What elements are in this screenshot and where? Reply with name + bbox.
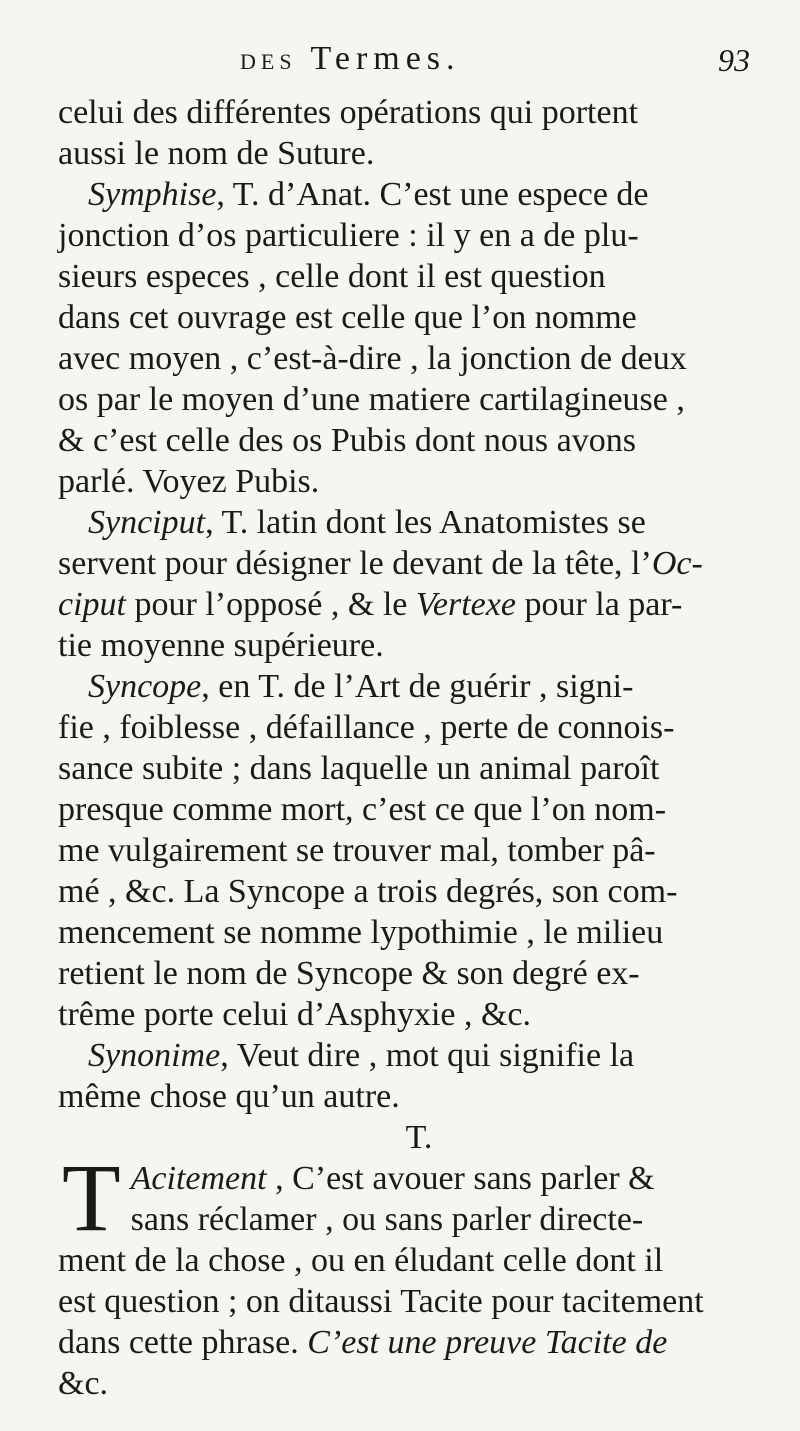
text-line: [58, 584, 770, 625]
text-line: [58, 1035, 770, 1076]
entry-synciput: [58, 502, 770, 666]
text-line: [58, 502, 770, 543]
text-line: presque comme mort, c’est ce que l’on nom-: [58, 791, 667, 828]
text-line: sans réclamer , ou sans parler directe-: [130, 1201, 644, 1238]
entry-term: Synonime: [88, 1037, 221, 1074]
text-line: parlé. Voyez Pubis.: [58, 463, 320, 500]
text-line: me vulgairement se trouver mal, tomber pâ-: [58, 832, 656, 869]
text-line: aussi le nom de Suture.: [58, 135, 375, 172]
paragraph-continuation: [58, 92, 770, 174]
text-fragment: , Veut dire , mot qui signifie la: [220, 1037, 635, 1074]
text-line: fie , foiblesse , défaillance , perte de connois-: [58, 709, 675, 746]
section-heading-letter: T.: [405, 1119, 433, 1156]
text-fragment: , C’est avouer sans parler &: [266, 1160, 655, 1197]
text-line: même chose qu’un autre.: [58, 1078, 400, 1115]
running-head-title-part2: Termes.: [310, 40, 461, 77]
running-head: [0, 40, 800, 80]
text-line: & c’est celle des os Pubis dont nous avons: [58, 422, 636, 459]
text-line: [58, 174, 770, 215]
text-line: celui des différentes opérations qui portent: [58, 94, 639, 131]
text-fragment: , T. d’Anat. C’est une espece de: [216, 176, 649, 213]
text-fragment: pour l’opposé , & le: [125, 586, 416, 623]
entry-term: Symphise: [88, 176, 217, 213]
drop-cap: T: [62, 1144, 121, 1251]
text-fragment: dans cette phrase.: [58, 1324, 308, 1361]
entry-syncope: [58, 666, 770, 1035]
text-line: &c.: [58, 1365, 109, 1402]
text-line: [58, 666, 770, 707]
running-head-title-part1: DES: [240, 49, 297, 74]
text-line: sieurs especes , celle dont il est question: [58, 258, 606, 295]
text-fragment: , en T. de l’Art de guérir , signi-: [201, 668, 634, 705]
text-fragment-italic: C’est une preuve Tacite de: [307, 1324, 668, 1361]
entry-term: Synciput: [88, 504, 206, 541]
entry-term: Acitement: [130, 1160, 267, 1197]
text-fragment: pour la par-: [515, 586, 683, 623]
text-line: retient le nom de Syncope & son degré ex-: [58, 955, 640, 992]
text-line: [58, 543, 770, 584]
page-number: 93: [718, 42, 750, 78]
text-line: [58, 1322, 770, 1363]
entry-synonime: [58, 1035, 770, 1117]
text-line: os par le moyen d’une matiere cartilagineuse ,: [58, 381, 685, 418]
text-line: sance subite ; dans laquelle un animal paroît: [58, 750, 660, 787]
text-fragment: , T. latin dont les Anatomistes se: [205, 504, 646, 541]
text-line: [58, 1158, 770, 1199]
text-line: tie moyenne supérieure.: [58, 627, 384, 664]
text-line: est question ; on ditaussi Tacite pour tacitement: [58, 1283, 704, 1320]
entry-symphise: [58, 174, 770, 502]
text-line: avec moyen , c’est-à-dire , la jonction de deux: [58, 340, 687, 377]
text-line: trême porte celui d’Asphyxie , &c.: [58, 996, 532, 1033]
text-line: ment de la chose , ou en éludant celle dont il: [58, 1242, 664, 1279]
page-body: [58, 92, 770, 1404]
running-head-title: [240, 40, 461, 78]
text-line: mé , &c. La Syncope a trois degrés, son com-: [58, 873, 678, 910]
text-fragment: servent pour désigner le devant de la tête, l’: [58, 545, 652, 582]
text-fragment-italic: Oc-: [651, 545, 703, 582]
text-fragment-italic: ciput: [58, 586, 126, 623]
entry-term: Syncope: [88, 668, 202, 705]
text-fragment-italic: Vertexe: [415, 586, 516, 623]
text-line: dans cet ouvrage est celle que l’on nomme: [58, 299, 637, 336]
text-line: jonction d’os particuliere : il y en a de plu-: [58, 217, 639, 254]
text-line: mencement se nomme lypothimie , le milieu: [58, 914, 664, 951]
entry-tacitement: [58, 1144, 770, 1404]
